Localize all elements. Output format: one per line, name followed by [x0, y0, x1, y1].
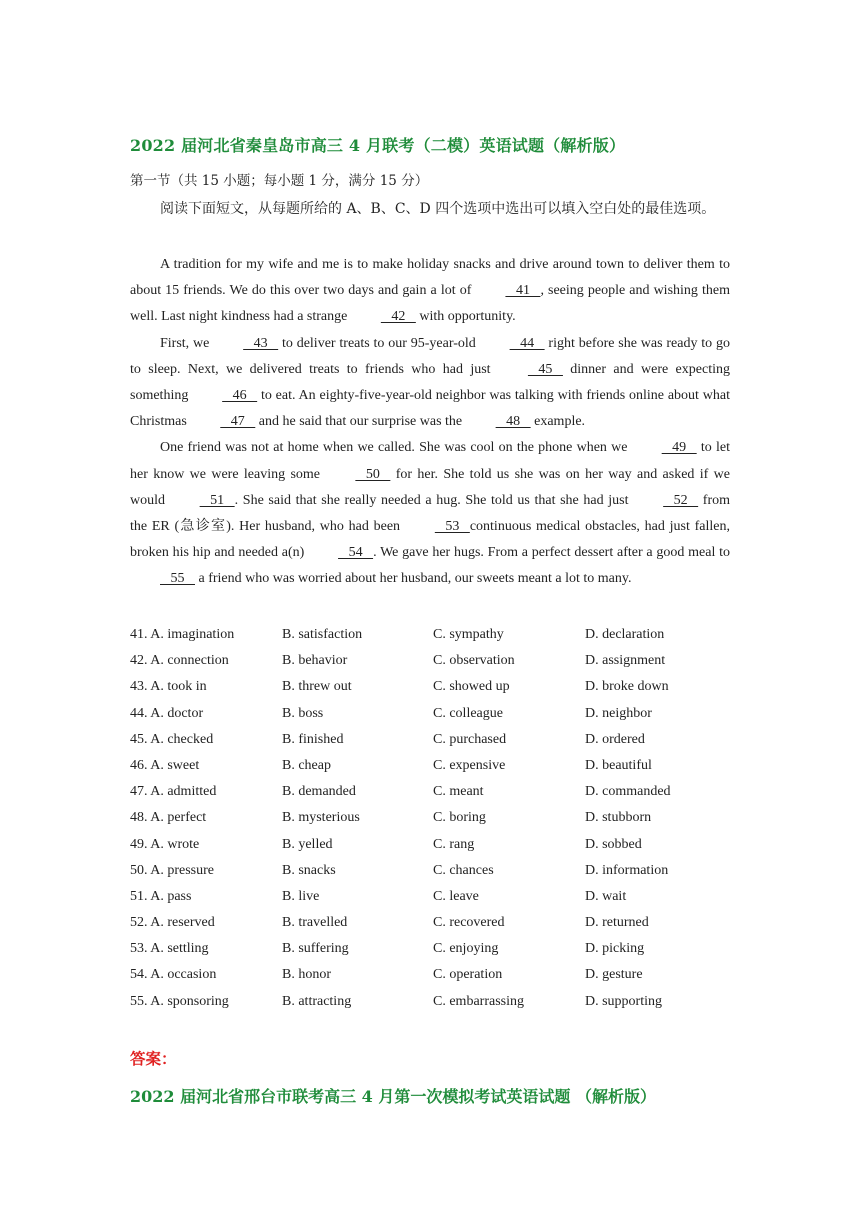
option-d: D. declaration [585, 627, 665, 642]
option-b: B. yelled [282, 836, 333, 852]
paragraph-2 [130, 331, 730, 436]
option-row [130, 858, 750, 884]
passage-text: . We gave her hugs. From a perfect dessert after a good meal to [373, 545, 730, 561]
option-c: C. leave [433, 888, 479, 904]
blank-51: 51 [199, 492, 235, 508]
option-b: B. mysterious [282, 810, 360, 826]
passage-text: One friend was not at home when we called. She was cool on the phone when we [160, 440, 632, 456]
passage-text: , seeing people and wishing them well. Last night kindness had a strange [130, 283, 730, 325]
option-d: D. beautiful [585, 757, 652, 773]
blank-48: 48 [495, 414, 531, 430]
blank-47: 47 [220, 414, 256, 430]
option-c: C. observation [433, 653, 515, 669]
option-a: 54. A. occasion [130, 967, 217, 983]
option-c: C. operation [433, 967, 503, 983]
option-b: B. demanded [282, 784, 356, 800]
document-title: 2022 届河北省秦皇岛市高三 4 月联考（二模）英语试题（解析版） [130, 136, 626, 155]
option-a: 47. A. admitted [130, 784, 217, 800]
option-c: C. boring [433, 810, 486, 826]
option-a: 41. A. imagination [130, 627, 235, 642]
option-a: 53. A. settling [130, 941, 209, 957]
passage-text: A tradition for my wife and me is to make holiday snacks and drive around town to deliver them to about 15 friends. We do this over two days and gain a lot of [130, 257, 730, 299]
option-d: D. assignment [585, 653, 666, 669]
section-heading: 第一节（共 15 小题；每小题 1 分，满分 15 分） [130, 173, 429, 189]
option-row [130, 989, 750, 1015]
option-b: B. travelled [282, 915, 348, 931]
passage-text: to eat. An eighty-five-year-old neighbor was talking with friends online about what Christmas [130, 388, 730, 430]
option-row [130, 884, 750, 910]
option-row [130, 910, 750, 936]
passage-text: First, we [160, 335, 214, 351]
passage-text: dinner and were expecting something [130, 361, 730, 404]
option-d: D. gesture [585, 967, 643, 983]
passage-text: to let her know we were leaving some [130, 440, 730, 482]
option-b: B. satisfaction [282, 627, 363, 642]
option-c: C. enjoying [433, 941, 499, 957]
option-row [130, 674, 750, 700]
option-d: D. sobbed [585, 836, 642, 852]
option-a: 50. A. pressure [130, 862, 214, 878]
option-row [130, 727, 750, 753]
blank-52: 52 [663, 492, 699, 508]
blank-45: 45 [527, 361, 563, 377]
option-row [130, 936, 750, 962]
blank-50: 50 [355, 466, 391, 482]
option-c: C. recovered [433, 915, 505, 931]
passage-text: . She said that she really needed a hug. She told us that she had just [234, 492, 634, 508]
option-row [130, 753, 750, 779]
option-row [130, 648, 750, 674]
option-a: 52. A. reserved [130, 915, 215, 931]
option-d: D. neighbor [585, 705, 652, 721]
passage-text: for her. She told us she was on her way and asked if we would [130, 466, 730, 508]
option-a: 44. A. doctor [130, 705, 204, 721]
option-c: C. rang [433, 836, 475, 852]
next-document-title: 2022 届河北省邢台市联考高三 4 月第一次模拟考试英语试题 （解析版） [130, 1087, 656, 1106]
option-d: D. picking [585, 941, 645, 957]
passage-text: with opportunity. [415, 309, 516, 325]
option-b: B. threw out [282, 679, 352, 695]
option-b: B. snacks [282, 862, 336, 878]
option-a: 55. A. sponsoring [130, 993, 229, 1009]
option-c: C. purchased [433, 731, 507, 747]
option-d: D. returned [585, 915, 649, 931]
option-d: D. wait [585, 888, 627, 904]
blank-49: 49 [661, 440, 697, 456]
option-d: D. broke down [585, 679, 669, 695]
cloze-passage [130, 252, 730, 593]
passage-text: continuous medical obstacles, had just fallen, broken his hip and needed a(n) [130, 519, 730, 561]
option-c: C. chances [433, 862, 494, 878]
option-a: 46. A. sweet [130, 757, 200, 773]
answer-options [130, 622, 750, 1015]
option-b: B. cheap [282, 757, 331, 773]
blank-44: 44 [509, 335, 545, 351]
passage-text: and he said that our surprise was the [255, 414, 466, 430]
blank-43: 43 [243, 335, 279, 351]
option-c: C. colleague [433, 705, 503, 721]
passage-text: from the ER (急诊室). Her husband, who had been [130, 492, 730, 535]
option-b: B. live [282, 888, 320, 904]
option-row [130, 832, 750, 858]
option-a: 51. A. pass [130, 888, 192, 904]
passage-text: right before she was ready to go to sleep. Next, we delivered treats to friends who had just [130, 335, 731, 377]
passage-text: to deliver treats to our 95-year-old [278, 335, 480, 351]
blank-53: 53 [434, 519, 470, 535]
instructions: 阅读下面短文，从每题所给的 A、B、C、D 四个选项中选出可以填入空白处的最佳选项。 [160, 201, 716, 217]
option-c: C. expensive [433, 757, 506, 773]
option-a: 49. A. wrote [130, 836, 200, 852]
passage-text: a friend who was worried about her husband, our sweets meant a lot to many. [195, 571, 632, 587]
option-d: D. information [585, 862, 669, 878]
option-a: 48. A. perfect [130, 810, 207, 826]
option-b: B. behavior [282, 653, 348, 669]
blank-55: 55 [160, 571, 195, 587]
option-row [130, 962, 750, 988]
option-c: C. embarrassing [433, 993, 524, 1009]
paragraph-3 [130, 435, 730, 592]
option-c: C. meant [433, 784, 484, 800]
option-c: C. showed up [433, 679, 510, 695]
option-d: D. ordered [585, 731, 645, 747]
option-row [130, 622, 750, 648]
option-row [130, 779, 750, 805]
option-a: 45. A. checked [130, 731, 214, 747]
option-b: B. boss [282, 705, 324, 721]
blank-41: 41 [505, 283, 541, 299]
option-a: 43. A. took in [130, 679, 207, 695]
answer-label: 答案： [130, 1049, 177, 1068]
paragraph-1 [130, 252, 730, 331]
blank-54: 54 [338, 545, 374, 561]
passage-text: example. [530, 414, 586, 430]
option-c: C. sympathy [433, 627, 504, 642]
option-row [130, 701, 750, 727]
option-b: B. finished [282, 731, 344, 747]
option-d: D. supporting [585, 993, 662, 1009]
option-d: D. stubborn [585, 810, 652, 826]
option-b: B. honor [282, 967, 331, 983]
option-row [130, 805, 750, 831]
blank-42: 42 [380, 309, 416, 325]
option-d: D. commanded [585, 784, 671, 800]
option-b: B. suffering [282, 941, 349, 957]
blank-46: 46 [222, 388, 258, 404]
option-a: 42. A. connection [130, 653, 229, 669]
option-b: B. attracting [282, 993, 352, 1009]
